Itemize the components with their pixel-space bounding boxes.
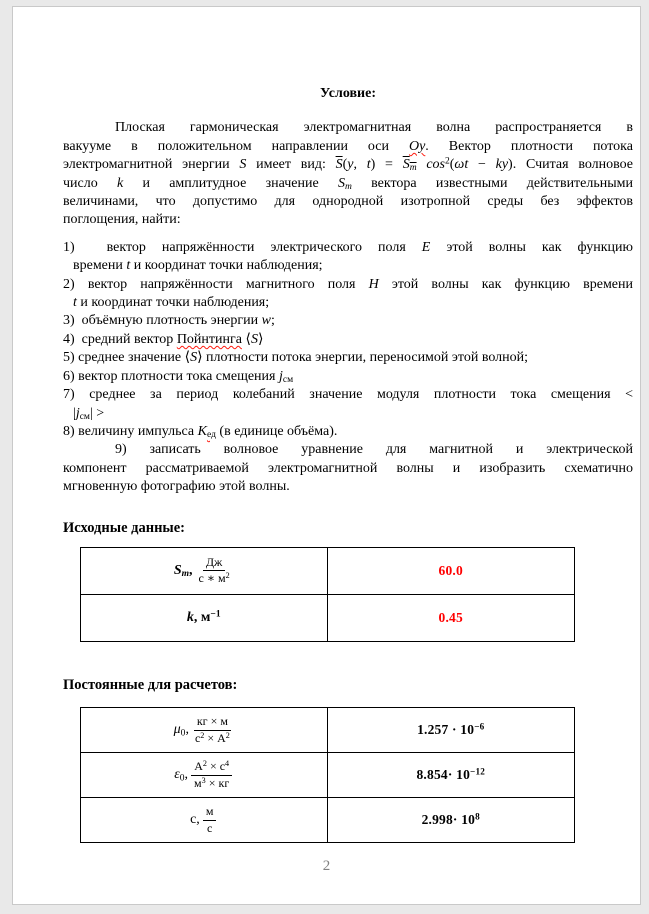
text-line: мгновенную фотографию этой волны. [63, 479, 290, 495]
initial-data-heading: Исходные данные: [63, 519, 186, 536]
text-line: вакууме в положительном направлении оси Oy. Вектор плотности потока [63, 138, 633, 154]
value-cell: $1.257 \cdot 10^{-6}$ [417, 721, 485, 738]
problem-statement [63, 119, 633, 229]
symbol-cell: $S_m$, $\frac{Дж}{с ∗ м^2}$ [81, 548, 328, 594]
value-cell: $2.998\cdot 10^8$ [421, 811, 480, 828]
condition-heading: Условие: [320, 86, 376, 101]
fraction: $\frac{м}{с}$ [203, 805, 217, 835]
text-line: число k и амплитудное значение $S_m$ вектора известными действительными [63, 175, 634, 192]
symbol-cell: $\mu_0$, $\frac{кг \times м}{с^2 \times А^2}$ [81, 708, 328, 752]
value-cell: 0.45 [438, 609, 463, 625]
list-item-number: 7) [63, 387, 90, 403]
table-row [81, 548, 574, 594]
text-line: 4) средний вектор Пойнтинга ⟨S⟩ [63, 331, 264, 347]
text-line: 6) вектор плотности тока смещения $j_{см}$ [63, 368, 294, 385]
constants-heading: Постоянные для расчетов: [63, 676, 238, 693]
text-line: 3) объёмную плотность энергии w; [63, 313, 275, 329]
list-item-number: 8) [63, 423, 79, 439]
symbol-cell: с, $\frac{м}{с}$ [81, 798, 328, 842]
constants-table [80, 707, 575, 843]
text-line: t и координат точки наблюдения; [73, 295, 270, 311]
text-line: $|j_{см}|$ > [73, 405, 105, 422]
list-item [63, 312, 633, 330]
text-line: времени t и координат точки наблюдения; [73, 258, 323, 274]
list-item-number: 6) [63, 368, 79, 384]
text-line: 9) записать волновое уравнение для магнитной и электрической [115, 442, 633, 458]
list-item [63, 441, 633, 496]
text-line: электромагнитной энергии S имеет вид: $\overline{S}(y$, $t) = S_m$ $\cos^2(\omega t - ky)$. Считая волновое [63, 156, 634, 174]
page-content [63, 7, 633, 843]
text-line: 7) среднее за период колебаний значение модуля плотности тока смещения < [63, 387, 633, 403]
text-line: величинами, что допустимо для однородной изотропной среды без эффектов [63, 194, 633, 210]
list-item-number: 2) [63, 276, 88, 292]
text-line: 8) величину импульса $K_{ед}$ (в единице объёма). [63, 423, 338, 440]
table-row [81, 797, 574, 842]
text-line: 5) среднее значение ⟨S⟩ плотности потока энергии, переносимой этой волной; [63, 350, 529, 366]
list-item [63, 368, 633, 386]
list-item [63, 331, 633, 349]
text-line: Плоская гармоническая электромагнитная волна распространяется в [115, 120, 633, 136]
list-item [63, 386, 633, 423]
task-list [63, 239, 633, 497]
value-cell: $8.854\cdot 10^{-12}$ [416, 766, 486, 783]
value-cell: 60.0 [438, 562, 463, 578]
list-item [63, 423, 633, 441]
list-item-number: 5) [63, 350, 79, 366]
fraction: $\frac{кг \times м}{с^2 \times А^2}$ [194, 714, 230, 745]
list-item-number: 3) [63, 313, 82, 329]
text-line: компонент рассматриваемой электромагнитной волны и изобразить схематично [63, 460, 633, 476]
text-line: 2) вектор напряжённости магнитного поля H этой волны как функцию времени [63, 276, 633, 292]
initial-data-table [80, 547, 575, 642]
list-item-number: 4) [63, 331, 82, 347]
document-page [12, 6, 641, 905]
list-item-number: 1) [63, 239, 107, 255]
list-item [63, 239, 633, 276]
text-line: 1) вектор напряжённости электрического поля E этой волны как функцию [63, 239, 633, 255]
text-line: поглощения, найти: [63, 212, 181, 228]
fraction: $\frac{Дж}{с ∗ м^2}$ [198, 554, 230, 586]
symbol-cell: k, $м^{-1}$ [81, 595, 328, 641]
list-item [63, 276, 633, 313]
table-row [81, 594, 574, 641]
fraction: $\frac{А^2 \times с^4}{м^3 \times кг}$ [191, 760, 232, 790]
table-row [81, 752, 574, 797]
page-number: 2 [322, 858, 331, 874]
symbol-cell: $\varepsilon_0$, $\frac{А^2 \times с^4}{м^3 \times кг}$ [81, 753, 328, 797]
list-item [63, 349, 633, 367]
table-row [81, 708, 574, 752]
